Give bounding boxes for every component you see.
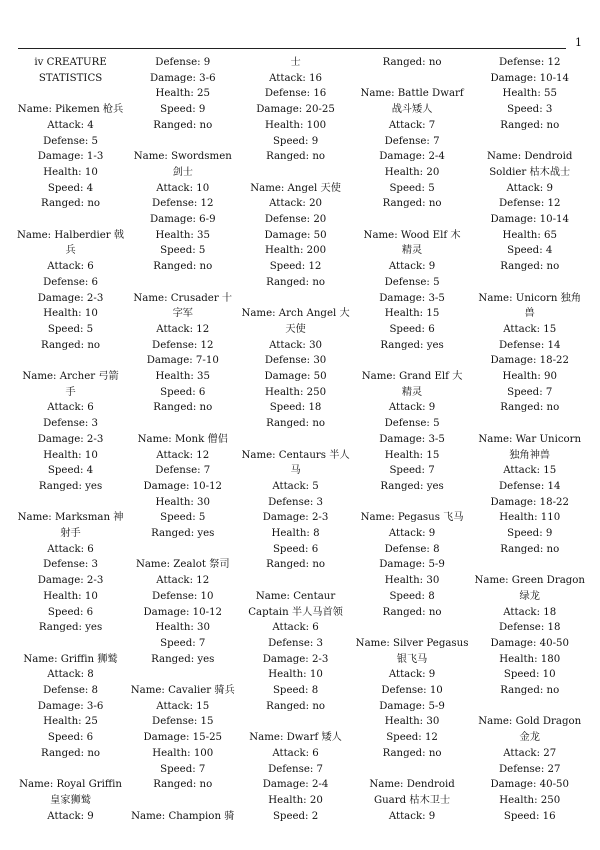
stat-ranged: Ranged: no xyxy=(153,119,213,131)
stat-defense: Defense: 14 xyxy=(499,339,561,351)
spacer xyxy=(474,557,585,573)
spacer xyxy=(356,71,469,87)
stat-damage: Damage: 2-3 xyxy=(37,433,104,445)
stat-health: Health: 65 xyxy=(502,229,557,241)
stat-attack: Attack: 5 xyxy=(272,480,319,492)
stat-health: Health: 110 xyxy=(499,512,561,524)
stat-defense: Defense: 14 xyxy=(499,480,561,492)
stat-speed: Speed: 6 xyxy=(160,386,206,398)
spacer xyxy=(356,620,469,636)
stat-speed: Speed: 12 xyxy=(269,261,322,273)
stat-defense: Defense: 3 xyxy=(268,637,324,649)
stat-damage: Damage: 7-10 xyxy=(146,355,219,367)
creature-name: Name: Halberdier 戟 xyxy=(17,229,125,241)
spacer xyxy=(474,699,585,715)
stat-damage: Damage: 20-25 xyxy=(256,104,335,116)
creature-name: Name: Gold Dragon xyxy=(478,716,582,728)
stat-speed: Speed: 6 xyxy=(272,543,319,555)
stat-ranged: Ranged: no xyxy=(266,700,326,712)
stat-health: Health: 250 xyxy=(499,794,561,806)
spacer xyxy=(17,762,124,778)
stat-damage: Damage: 1-3 xyxy=(37,151,104,163)
stat-damage: Damage: 2-3 xyxy=(37,575,104,587)
spacer xyxy=(474,275,585,291)
stat-defense: Defense: 5 xyxy=(384,276,440,288)
stat-health: Health: 15 xyxy=(384,308,440,320)
name-continuation: 绿龙 xyxy=(519,590,540,602)
stat-health: Health: 15 xyxy=(384,449,440,461)
creature-name: Name: Dwarf 矮人 xyxy=(249,732,342,744)
spacer xyxy=(130,667,235,683)
creature-name: Name: Swordsmen xyxy=(133,151,232,163)
stat-ranged: Ranged: no xyxy=(41,198,101,210)
column-5 xyxy=(471,55,588,824)
name-continuation: 马 xyxy=(290,465,301,477)
stat-attack: Attack: 12 xyxy=(156,323,210,335)
stat-ranged: Ranged: yes xyxy=(380,339,444,351)
stat-attack: Attack: 8 xyxy=(47,669,94,681)
stat-damage: Damage: 10-12 xyxy=(143,480,223,492)
stat-damage: Damage: 3-6 xyxy=(37,700,104,712)
creature-columns xyxy=(14,55,588,824)
spacer xyxy=(241,714,349,730)
creature-name: Name: Champion 骑 xyxy=(131,810,235,822)
creature-name: Name: Centaur xyxy=(255,590,336,602)
stat-ranged: Ranged: yes xyxy=(38,622,103,634)
creature-name: Name: Green Dragon xyxy=(474,575,585,587)
stat-defense: Defense: 10 xyxy=(152,590,214,602)
creature-name: Name: Unicorn 独角 xyxy=(478,292,582,304)
stat-defense: Defense: 8 xyxy=(43,685,99,697)
stat-defense: Defense: 12 xyxy=(499,198,561,210)
stat-ranged: Ranged: no xyxy=(382,198,442,210)
section-title: iv CREATURE xyxy=(34,57,107,68)
stat-speed: Speed: 5 xyxy=(160,245,206,257)
stat-damage: Damage: 2-3 xyxy=(262,512,329,524)
stat-damage: Damage: 2-4 xyxy=(379,151,445,163)
stat-health: Health: 10 xyxy=(43,166,98,178)
stat-attack: Attack: 18 xyxy=(503,606,557,618)
stat-defense: Defense: 12 xyxy=(499,57,561,68)
stat-defense: Defense: 20 xyxy=(264,214,327,226)
stat-speed: Speed: 7 xyxy=(389,465,435,477)
spacer xyxy=(130,134,235,150)
stat-attack: Attack: 12 xyxy=(156,449,210,461)
creature-name: Name: Dendroid xyxy=(487,151,573,163)
stat-speed: Speed: 5 xyxy=(389,182,435,194)
stat-speed: Speed: 7 xyxy=(160,637,206,649)
name-continuation: 兵 xyxy=(65,245,76,257)
stat-ranged: Ranged: no xyxy=(153,261,213,273)
spacer xyxy=(130,275,235,291)
stat-attack: Attack: 15 xyxy=(503,323,557,335)
name-continuation: 战斗矮人 xyxy=(391,104,433,116)
creature-name: Name: Pikemen 枪兵 xyxy=(17,104,124,116)
stat-defense: Defense: 12 xyxy=(152,339,214,351)
stat-ranged: Ranged: no xyxy=(266,276,326,288)
stat-attack: Attack: 6 xyxy=(47,261,94,273)
stat-damage: Damage: 50 xyxy=(264,371,327,383)
stat-health: Health: 25 xyxy=(155,88,211,100)
stat-damage: Damage: 15-25 xyxy=(143,732,223,744)
name-continuation: 精灵 xyxy=(401,245,423,257)
stat-defense: Defense: 12 xyxy=(152,198,214,210)
stat-ranged: Ranged: no xyxy=(382,606,442,618)
creature-name: Name: Griffin 狮鹫 xyxy=(23,653,118,665)
stat-defense: Defense: 3 xyxy=(43,559,99,571)
creature-name: Name: Zealot 祭司 xyxy=(135,559,230,571)
name-continuation: Guard 枯木卫士 xyxy=(373,794,451,806)
stat-speed: Speed: 4 xyxy=(47,465,94,477)
spacer xyxy=(241,432,349,448)
column-4 xyxy=(353,55,472,824)
name-continuation: 精灵 xyxy=(401,386,423,398)
creature-name: Name: Silver Pegasus xyxy=(355,637,469,649)
creature-name: Name: Dendroid xyxy=(369,779,455,791)
column-1 xyxy=(14,55,127,824)
name-continuation: Soldier 枯木战士 xyxy=(489,166,571,178)
stat-defense: Defense: 9 xyxy=(155,57,211,68)
stat-speed: Speed: 2 xyxy=(272,810,319,822)
creature-name: Name: Centaurs 半人 xyxy=(241,449,350,461)
creature-name: Name: Grand Elf 大 xyxy=(361,371,463,383)
stat-speed: Speed: 3 xyxy=(507,104,553,116)
spacer xyxy=(474,416,585,432)
spacer xyxy=(356,495,469,511)
name-continuation: 天使 xyxy=(285,323,306,335)
stat-health: Health: 30 xyxy=(384,575,440,587)
stat-defense: Defense: 30 xyxy=(264,355,327,367)
stat-attack: Attack: 27 xyxy=(503,747,557,759)
stat-defense: Defense: 8 xyxy=(384,543,440,555)
stat-health: Health: 30 xyxy=(384,716,440,728)
stat-speed: Speed: 7 xyxy=(160,763,206,775)
stat-speed: Speed: 6 xyxy=(47,606,94,618)
spacer xyxy=(17,636,124,652)
name-continuation: 金龙 xyxy=(519,732,540,744)
stat-attack: Attack: 12 xyxy=(156,575,210,587)
stat-speed: Speed: 5 xyxy=(47,323,94,335)
stat-health: Health: 90 xyxy=(502,371,557,383)
stat-ranged: Ranged: yes xyxy=(380,480,444,492)
stat-ranged: Ranged: no xyxy=(266,151,326,163)
spacer xyxy=(17,353,124,369)
creature-name: Name: Marksman 神 xyxy=(17,512,124,524)
stat-speed: Speed: 10 xyxy=(503,669,556,681)
stat-attack: Attack: 9 xyxy=(388,528,436,540)
stat-ranged: Ranged: no xyxy=(153,402,213,414)
stat-health: Health: 8 xyxy=(271,528,320,540)
stat-defense: Defense: 7 xyxy=(155,465,211,477)
stat-damage: Damage: 2-3 xyxy=(262,653,329,665)
creature-name: Name: Arch Angel 大 xyxy=(241,308,350,320)
stat-ranged: Ranged: yes xyxy=(38,480,103,492)
stat-defense: Defense: 15 xyxy=(152,716,214,728)
creature-name: Name: Monk 僧侣 xyxy=(137,433,228,445)
stat-attack: Attack: 30 xyxy=(269,339,323,351)
creature-name: Name: Archer 弓箭 xyxy=(22,371,119,383)
stat-health: Health: 10 xyxy=(43,308,98,320)
stat-attack: Attack: 6 xyxy=(272,622,319,634)
stat-attack: Attack: 9 xyxy=(47,810,94,822)
section-title: STATISTICS xyxy=(38,72,103,84)
name-continuation: 手 xyxy=(65,386,76,398)
spacer xyxy=(241,573,349,589)
stat-attack: Attack: 9 xyxy=(388,669,436,681)
stat-ranged: Ranged: no xyxy=(500,119,560,131)
stat-ranged: Ranged: yes xyxy=(151,653,215,665)
name-continuation: 兽 xyxy=(524,308,535,320)
stat-damage: Damage: 2-4 xyxy=(262,779,329,791)
stat-defense: Defense: 7 xyxy=(384,135,440,147)
stat-ranged: Ranged: no xyxy=(382,747,442,759)
creature-name: Name: War Unicorn xyxy=(478,433,582,445)
spacer xyxy=(356,762,469,778)
stat-speed: Speed: 6 xyxy=(47,732,94,744)
stat-health: Health: 250 xyxy=(265,386,327,398)
stat-ranged: Ranged: no xyxy=(382,57,442,68)
name-continuation: 剑士 xyxy=(172,166,193,178)
stat-speed: Speed: 8 xyxy=(272,685,319,697)
stat-health: Health: 10 xyxy=(43,590,98,602)
stat-damage: Damage: 40-50 xyxy=(490,637,570,649)
stat-health: Health: 30 xyxy=(155,496,211,508)
stat-attack: Attack: 4 xyxy=(47,119,94,131)
stat-speed: Speed: 5 xyxy=(160,512,206,524)
stat-attack: Attack: 6 xyxy=(47,543,94,555)
spacer xyxy=(356,353,469,369)
stat-defense: Defense: 18 xyxy=(499,622,561,634)
stat-health: Health: 10 xyxy=(43,449,98,461)
stat-ranged: Ranged: no xyxy=(500,543,560,555)
stat-defense: Defense: 27 xyxy=(499,763,561,775)
stat-speed: Speed: 4 xyxy=(47,182,94,194)
stat-damage: Damage: 10-14 xyxy=(490,214,570,226)
stat-ranged: Ranged: no xyxy=(266,418,326,430)
name-continuation: 皇家狮鹫 xyxy=(50,794,91,806)
stat-damage: Damage: 3-5 xyxy=(379,292,445,304)
stat-health: Health: 55 xyxy=(502,88,557,100)
spacer xyxy=(474,134,585,150)
stat-ranged: Ranged: no xyxy=(41,339,101,351)
stat-health: Health: 20 xyxy=(384,166,440,178)
stat-damage: Damage: 10-14 xyxy=(490,72,570,84)
stat-defense: Defense: 16 xyxy=(264,88,327,100)
stat-defense: Defense: 5 xyxy=(43,135,99,147)
stat-speed: Speed: 18 xyxy=(269,402,322,414)
stat-damage: Damage: 3-6 xyxy=(149,72,216,84)
column-2 xyxy=(127,55,238,824)
stat-ranged: Ranged: no xyxy=(500,261,560,273)
column-3 xyxy=(238,55,352,824)
stat-health: Health: 20 xyxy=(268,794,323,806)
stat-defense: Defense: 7 xyxy=(268,763,324,775)
stat-attack: Attack: 10 xyxy=(156,182,210,194)
stat-attack: Attack: 15 xyxy=(503,465,557,477)
creature-name: Name: Pegasus 飞马 xyxy=(360,512,464,524)
stat-ranged: Ranged: no xyxy=(153,779,213,791)
header-rule xyxy=(18,48,566,49)
stat-speed: Speed: 12 xyxy=(386,732,438,744)
name-continuation: 独角神兽 xyxy=(509,449,551,461)
stat-damage: Damage: 50 xyxy=(264,229,327,241)
spacer xyxy=(130,793,235,809)
name-continuation: Captain 半人马首领 xyxy=(248,606,343,618)
stat-damage: Damage: 5-9 xyxy=(379,700,445,712)
stat-damage: Damage: 5-9 xyxy=(379,559,445,571)
stat-ranged: Ranged: no xyxy=(266,559,326,571)
creature-name: Name: Cavalier 骑兵 xyxy=(130,685,235,697)
name-continuation: 银飞马 xyxy=(396,653,428,665)
stat-ranged: Ranged: no xyxy=(41,747,101,759)
stat-attack: Attack: 6 xyxy=(272,747,319,759)
stat-damage: Damage: 10-12 xyxy=(143,606,223,618)
stat-speed: Speed: 9 xyxy=(272,135,319,147)
stat-defense: Defense: 3 xyxy=(268,496,324,508)
stat-health: Health: 100 xyxy=(152,747,214,759)
stat-speed: Speed: 8 xyxy=(389,590,435,602)
creature-name: Name: Royal Griffin xyxy=(19,779,122,791)
stat-speed: Speed: 16 xyxy=(503,810,556,822)
stat-attack: Attack: 9 xyxy=(388,810,436,822)
stat-speed: Speed: 9 xyxy=(507,528,553,540)
stat-defense: Defense: 3 xyxy=(43,418,99,430)
stat-attack: Attack: 6 xyxy=(47,402,94,414)
stat-health: Health: 35 xyxy=(155,371,211,383)
stat-attack: Attack: 7 xyxy=(388,119,436,131)
stat-speed: Speed: 4 xyxy=(507,245,553,257)
stat-health: Health: 35 xyxy=(155,229,211,241)
name-continuation: 射手 xyxy=(60,528,81,540)
creature-name: Name: Angel 天使 xyxy=(250,182,341,194)
spacer xyxy=(356,212,469,228)
stat-health: Health: 25 xyxy=(43,716,98,728)
stat-attack: Attack: 9 xyxy=(506,182,553,194)
stat-health: Health: 30 xyxy=(155,622,211,634)
stat-health: Health: 180 xyxy=(499,653,561,665)
stat-attack: Attack: 16 xyxy=(269,72,323,84)
stat-health: Health: 10 xyxy=(268,669,323,681)
spacer xyxy=(130,416,235,432)
stat-damage: Damage: 40-50 xyxy=(490,779,570,791)
stat-damage: Damage: 6-9 xyxy=(149,214,216,226)
stat-damage: Damage: 2-3 xyxy=(37,292,104,304)
name-continuation: 士 xyxy=(290,57,301,68)
stat-damage: Damage: 18-22 xyxy=(490,355,570,367)
stat-attack: Attack: 9 xyxy=(388,261,436,273)
stat-speed: Speed: 7 xyxy=(507,386,553,398)
stat-defense: Defense: 6 xyxy=(43,276,99,288)
stat-speed: Speed: 9 xyxy=(160,104,206,116)
page-number: 1 xyxy=(575,36,582,49)
spacer xyxy=(17,495,124,511)
stat-damage: Damage: 18-22 xyxy=(490,496,570,508)
stat-speed: Speed: 6 xyxy=(389,323,435,335)
spacer xyxy=(17,212,124,228)
stat-health: Health: 200 xyxy=(265,245,327,257)
stat-defense: Defense: 10 xyxy=(381,685,443,697)
spacer xyxy=(241,165,349,181)
stat-attack: Attack: 20 xyxy=(269,198,323,210)
stat-attack: Attack: 15 xyxy=(156,700,210,712)
name-continuation: 字军 xyxy=(172,308,193,320)
stat-ranged: Ranged: yes xyxy=(151,528,215,540)
stat-defense: Defense: 5 xyxy=(384,418,440,430)
stat-ranged: Ranged: no xyxy=(500,402,560,414)
spacer xyxy=(130,542,235,558)
stat-damage: Damage: 3-5 xyxy=(379,433,445,445)
stat-attack: Attack: 9 xyxy=(388,402,436,414)
creature-name: Name: Wood Elf 木 xyxy=(363,229,461,241)
spacer xyxy=(17,86,124,102)
spacer xyxy=(241,291,349,307)
stat-ranged: Ranged: no xyxy=(500,685,560,697)
creature-name: Name: Battle Dwarf xyxy=(360,88,464,100)
stat-health: Health: 100 xyxy=(265,119,327,131)
creature-name: Name: Crusader 十 xyxy=(133,292,233,304)
